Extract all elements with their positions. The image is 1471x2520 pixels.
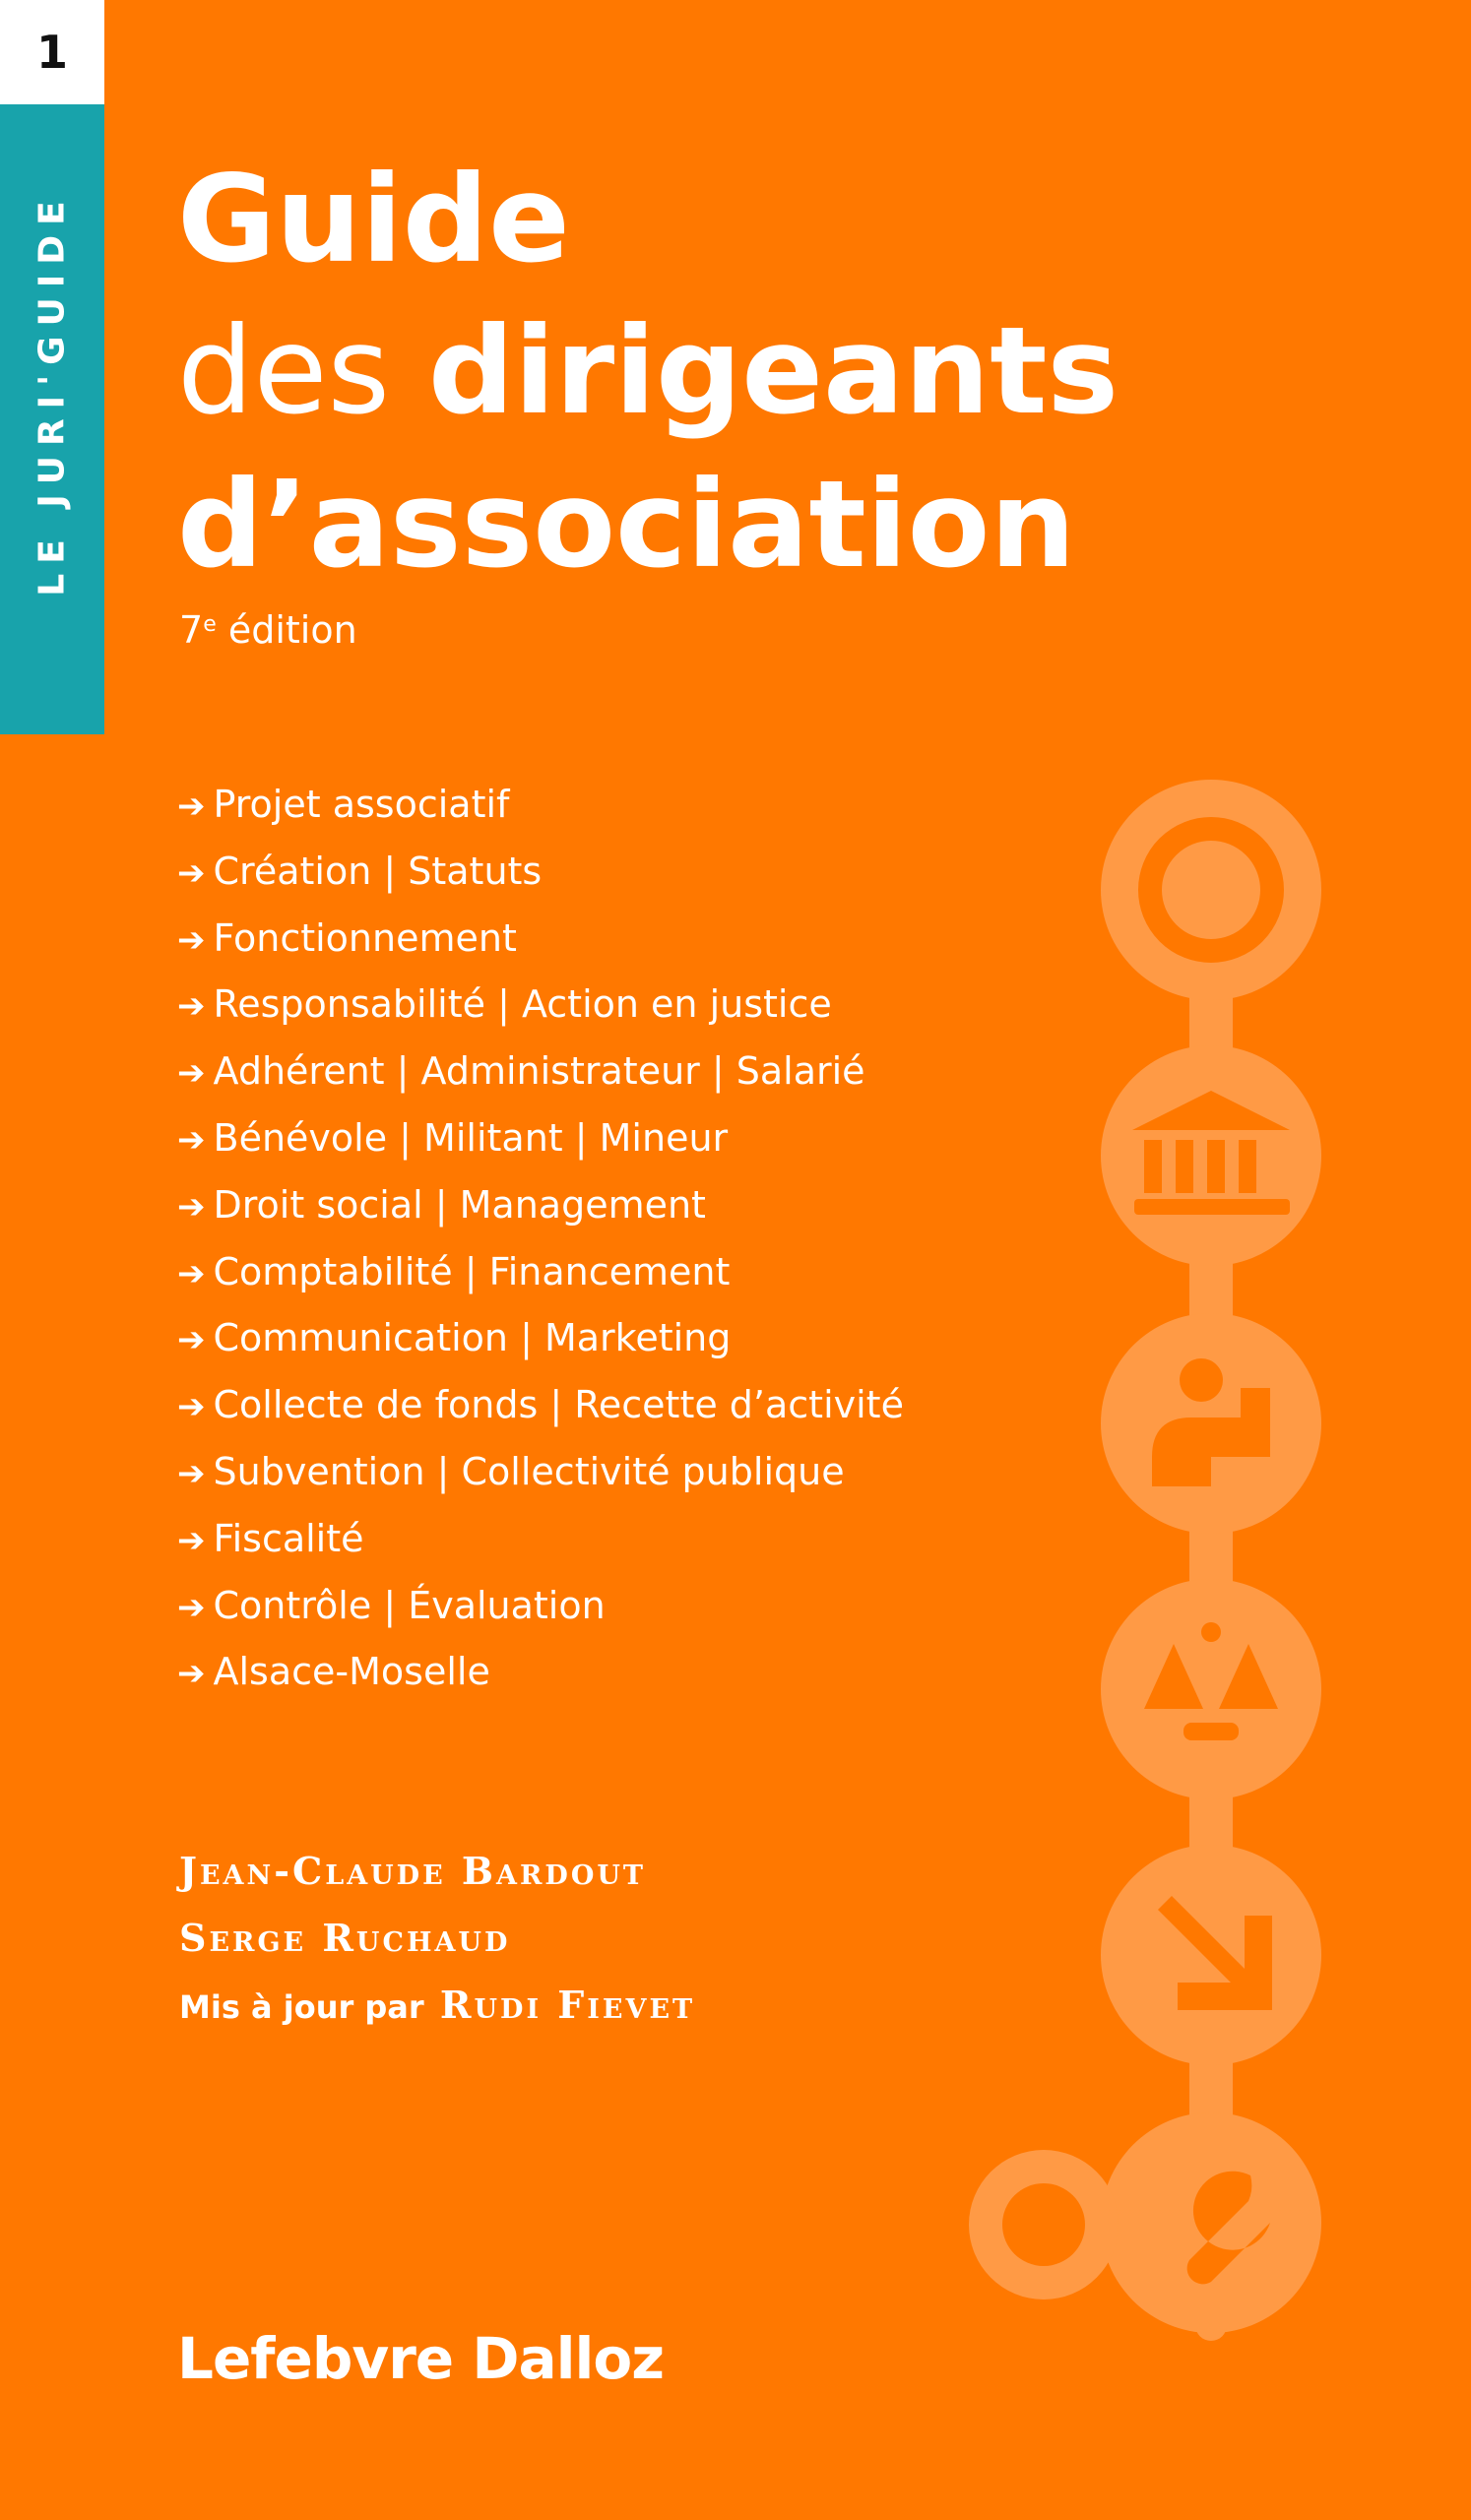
circle-icon [1101, 780, 1321, 1000]
topic-item [177, 776, 904, 843]
arrow-right-icon: ➔ [177, 1453, 206, 1493]
arrow-right-icon: ➔ [177, 1587, 206, 1627]
topic-label: Fiscalité [213, 1516, 364, 1560]
edition [179, 608, 357, 652]
title-line-2-light: des [177, 301, 391, 441]
topic-item [177, 1443, 904, 1510]
topic-label: Contrôle | Évaluation [213, 1583, 606, 1627]
author-name: Serge Ruchaud [179, 1916, 511, 1960]
topic-item [177, 1243, 904, 1310]
topic-item [177, 1643, 904, 1710]
author-block [179, 1843, 695, 2044]
arrow-right-icon: ➔ [177, 1053, 206, 1094]
title-line-2-bold: dirigeants [427, 301, 1119, 441]
topic-label: Comptabilité | Financement [213, 1249, 731, 1293]
scales-icon [1101, 1579, 1321, 1799]
arrow-right-icon: ➔ [177, 1387, 206, 1427]
topic-label: Communication | Marketing [213, 1316, 732, 1360]
publisher-logo: Lefebvre Dalloz [177, 2325, 664, 2392]
arrow-right-icon: ➔ [177, 1119, 206, 1160]
topic-label: Adhérent | Administrateur | Salarié [213, 1049, 865, 1094]
arrow-right-icon: ➔ [177, 1253, 206, 1293]
topic-label: Collecte de fonds | Recette d’activité [213, 1383, 904, 1427]
edition-number: 7 [179, 608, 204, 652]
edition-suffix: e [203, 612, 217, 637]
topic-label: Responsabilité | Action en justice [213, 982, 832, 1027]
topic-list [177, 776, 904, 1710]
topic-item [177, 1510, 904, 1577]
topic-label: Alsace-Moselle [213, 1650, 490, 1694]
arrow-right-icon: ➔ [177, 1186, 206, 1227]
series-name: LE JURI'GUIDE [32, 191, 73, 597]
topic-label: Projet associatif [213, 783, 510, 826]
arrow-right-icon: ➔ [177, 1320, 206, 1360]
topic-label: Fonctionnement [213, 915, 517, 960]
topic-item [177, 1376, 904, 1443]
topic-item [177, 843, 904, 910]
topic-label: Création | Statuts [213, 849, 543, 893]
arrow-right-icon: ➔ [177, 986, 206, 1027]
topic-item [177, 1577, 904, 1644]
topic-label: Droit social | Management [213, 1182, 706, 1227]
title-line-1: Guide [177, 150, 570, 289]
topic-item [177, 910, 904, 976]
arrow-right-icon: ➔ [177, 787, 206, 826]
updater-name: Rudi Fievet [439, 1983, 696, 2027]
edition-label: édition [227, 608, 357, 652]
arrow-right-icon: ➔ [177, 919, 206, 960]
topic-item [177, 1309, 904, 1376]
arrow-right-icon: ➔ [177, 852, 206, 893]
arrow-right-icon: ➔ [177, 1520, 206, 1560]
topic-label: Bénévole | Militant | Mineur [213, 1115, 729, 1160]
updater-line [179, 1977, 695, 2044]
topic-item [177, 1176, 904, 1243]
icon-chain [965, 778, 1359, 2353]
topic-item [177, 976, 904, 1042]
series-number: 1 [0, 0, 104, 104]
author-name: Jean-Claude Bardout [179, 1849, 646, 1893]
title-line-3: d’association [177, 455, 1076, 595]
topic-label: Subvention | Collectivité publique [213, 1449, 845, 1493]
title-line-2 [177, 301, 1119, 441]
update-prefix: Mis à jour par [179, 1988, 424, 2026]
arrow-right-icon: ➔ [177, 1654, 206, 1694]
topic-item [177, 1042, 904, 1109]
topic-item [177, 1109, 904, 1176]
